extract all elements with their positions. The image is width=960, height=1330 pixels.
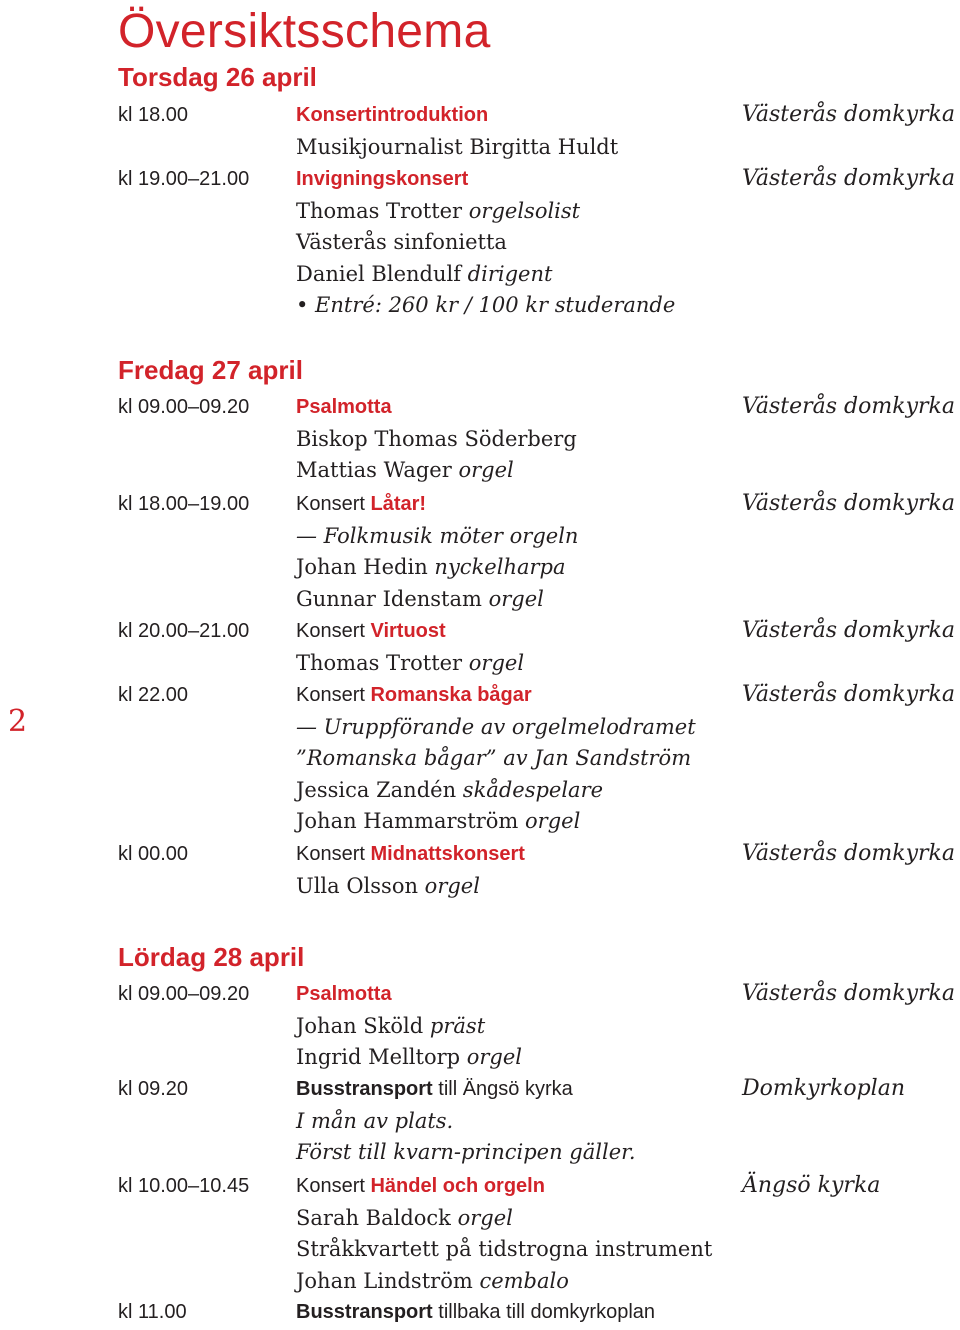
detail-name: Ulla Olsson [296,873,418,898]
detail-name: Ingrid Melltorp [296,1045,461,1070]
event-title [296,1078,573,1101]
event-venue: Västerås domkyrka [742,981,955,1006]
event-time: kl 18.00 [118,104,189,126]
detail-name: Daniel Blendulf [296,261,461,286]
event-prefix: Konsert [296,620,371,642]
event-title [296,104,488,127]
event-name: Händel och orgeln [370,1175,545,1197]
detail-name: Johan Sköld [296,1013,424,1038]
detail-role: nyckelharpa [434,555,566,580]
event-detail [296,230,507,254]
event-name: Konsertintroduktion [296,104,489,126]
detail-role: orgel [466,1045,523,1070]
detail-role: skådespelare [462,777,604,802]
day-heading: Lördag 28 april [118,942,305,972]
detail-name: Jessica Zandén [296,777,457,802]
event-time: kl 09.00–09.20 [118,983,250,1005]
detail-role: orgelsolist [468,198,581,223]
event-detail [296,1140,636,1164]
detail-role: Först till kvarn-principen gäller. [296,1140,636,1165]
detail-role: • Entré: 260 kr / 100 kr studerande [296,293,676,318]
detail-role: orgel [525,809,581,834]
detail-role: orgel [488,586,544,611]
event-detail [296,746,691,770]
event-name: Invigningskonsert [296,168,469,190]
event-venue: Ängsö kyrka [742,1173,881,1198]
event-suffix: till Ängsö kyrka [432,1078,573,1100]
detail-role: ”Romanska bågar” av Jan Sandström [296,746,692,771]
event-title [296,843,525,866]
event-time: kl 09.00–09.20 [118,396,250,418]
event-detail [296,874,480,898]
event-detail [296,1269,569,1293]
detail-name: Musikjournalist Birgitta Huldt [296,134,619,159]
event-name: Busstransport [296,1078,433,1100]
detail-name: Västerås sinfonietta [296,230,507,255]
event-detail [296,293,675,317]
event-time: kl 18.00–19.00 [118,493,250,515]
event-prefix: Konsert [296,493,371,515]
event-time: kl 22.00 [118,684,189,706]
event-prefix: Konsert [296,843,371,865]
event-venue: Västerås domkyrka [742,166,955,191]
event-venue: Domkyrkoplan [742,1076,906,1101]
event-time: kl 09.20 [118,1078,189,1100]
event-title [296,684,532,707]
event-detail [296,1045,522,1069]
event-detail [296,1109,453,1133]
day-heading: Torsdag 26 april [118,62,317,92]
detail-name: Gunnar Idenstam [296,586,482,611]
event-venue: Västerås domkyrka [742,618,955,643]
event-name: Psalmotta [296,983,392,1005]
event-title [296,1175,545,1198]
event-suffix: tillbaka till domkyrkoplan [432,1301,656,1323]
event-name: Midnattskonsert [370,843,525,865]
event-name: Virtuost [370,620,446,642]
event-venue: Västerås domkyrka [742,682,955,707]
detail-role: präst [429,1013,486,1038]
event-time: kl 00.00 [118,843,189,865]
event-title [296,396,392,419]
event-name: Psalmotta [296,396,392,418]
event-detail [296,555,566,579]
detail-role: orgel [458,458,514,483]
event-time: kl 19.00–21.00 [118,168,250,190]
event-prefix: Konsert [296,684,371,706]
detail-role: I mån av plats. [296,1108,454,1133]
event-detail [296,651,524,675]
event-detail [296,715,696,739]
page-title: Översiktsschema [118,5,491,58]
event-detail [296,262,552,286]
detail-name: Johan Hedin [296,555,428,580]
detail-name: Sarah Baldock [296,1205,451,1230]
event-prefix: Konsert [296,1175,371,1197]
event-detail [296,427,577,451]
event-title [296,168,468,191]
event-detail [296,809,580,833]
event-name: Busstransport [296,1301,433,1323]
detail-name: Mattias Wager [296,458,452,483]
detail-role: cembalo [479,1268,569,1293]
day-heading: Fredag 27 april [118,355,303,385]
detail-role: orgel [457,1205,513,1230]
page-number: 2 [8,704,28,739]
event-name: Romanska bågar [370,684,532,706]
detail-name: Johan Lindström [296,1268,473,1293]
detail-role: orgel [424,873,480,898]
detail-name: Thomas Trotter [296,198,463,223]
event-detail [296,778,603,802]
event-venue: Västerås domkyrka [742,841,955,866]
detail-role: orgel [468,650,525,675]
detail-name: Thomas Trotter [296,650,463,675]
event-detail [296,135,618,159]
event-name: Låtar! [370,493,427,515]
event-title [296,1301,655,1324]
event-detail [296,524,578,548]
event-detail [296,1237,712,1261]
event-venue: Västerås domkyrka [742,491,955,516]
event-time: kl 10.00–10.45 [118,1175,250,1197]
event-title [296,493,426,516]
detail-name: Johan Hammarström [296,809,519,834]
detail-role: dirigent [467,261,553,286]
event-detail [296,1206,513,1230]
event-time: kl 11.00 [118,1301,187,1323]
event-detail [296,458,514,482]
event-time: kl 20.00–21.00 [118,620,250,642]
event-detail [296,1014,485,1038]
event-venue: Västerås domkyrka [742,102,955,127]
detail-role: — Uruppförande av orgelmelodramet [296,714,696,739]
event-detail [296,199,580,223]
event-title [296,983,392,1006]
detail-name: Stråkkvartett på tidstrogna instrument [296,1237,713,1262]
event-title [296,620,446,643]
detail-role: — Folkmusik möter orgeln [296,523,579,548]
event-venue: Västerås domkyrka [742,394,955,419]
event-detail [296,587,544,611]
detail-name: Biskop Thomas Söderberg [296,426,577,451]
